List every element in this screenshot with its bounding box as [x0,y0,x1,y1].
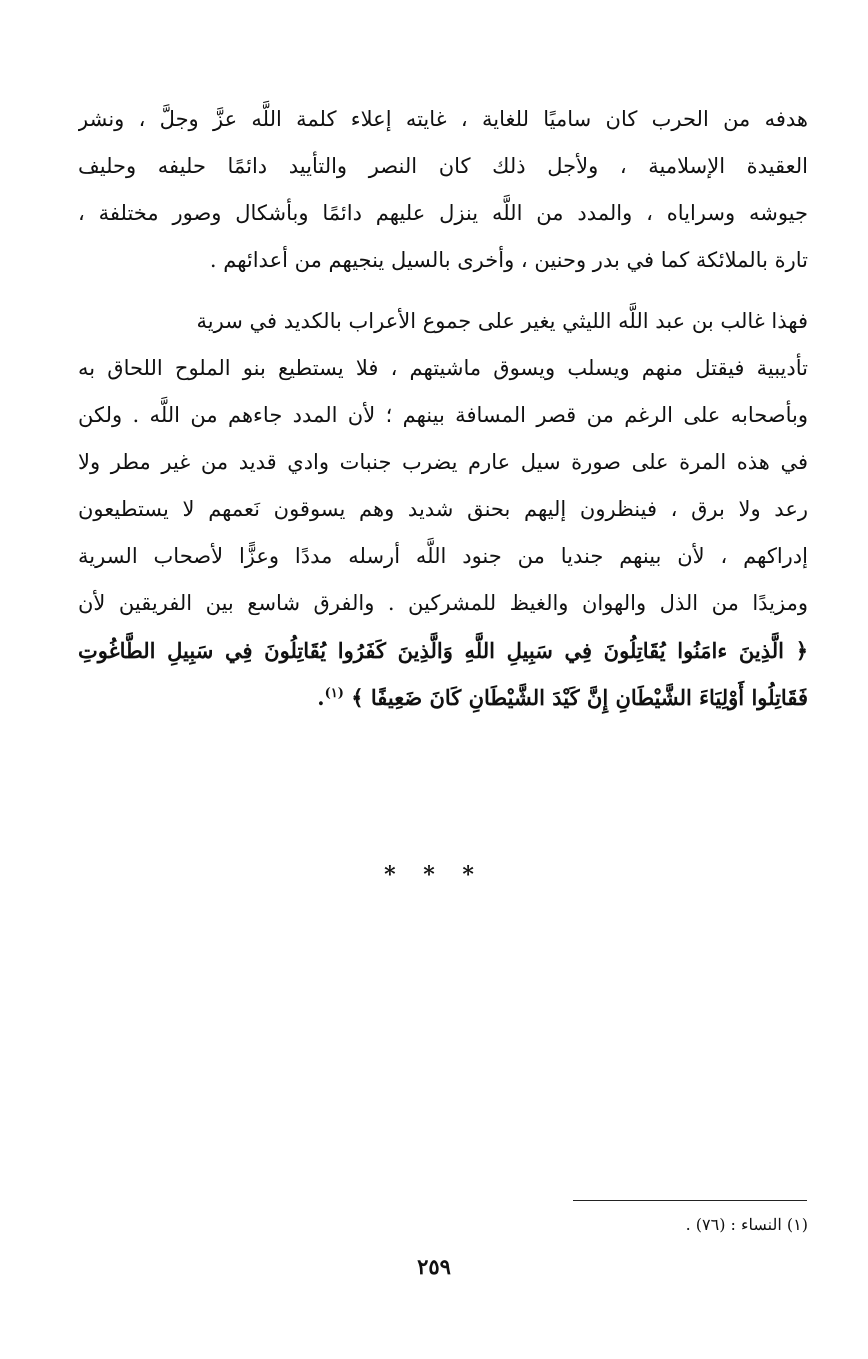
text-line: هدفه من الحرب كان ساميًا للغاية ، غايته إعلاء كلمة اللَّه عزَّ وجلَّ ، ونشر [78,107,808,131]
page-number: ٢٥٩ [417,1254,451,1279]
quran-verse-line: ﴿ الَّذِينَ ءامَنُوا يُقَاتِلُونَ فِي سَبِيلِ اللَّهِ وَالَّذِينَ كَفَرُوا يُقَاتِلُونَ فِي سَبِيلِ الطَّاغُوتِ [78,638,808,663]
quran-verse-text: فَقَاتِلُوا أَوْلِيَاءَ الشَّيْطَانِ إِنَّ كَيْدَ الشَّيْطَانِ كَانَ ضَعِيفًا ﴾ [351,685,808,710]
text-line: رعد ولا برق ، فينظرون إليهم بحنق شديد وهم يسوقون نَعمهم لا يستطيعون [78,497,808,521]
footnote-marker: (١) [324,686,344,701]
text-line: تأديبية فيقتل منهم ويسلب ويسوق ماشيتهم ، فلا يستطيع بنو الملوح اللحاق به [78,356,808,380]
quran-verse-line-end [78,674,808,721]
text-line: جيوشه وسراياه ، والمدد من اللَّه ينزل عليهم دائمًا وبأشكال وصور مختلفة ، [78,201,808,225]
paragraph-2 [78,298,808,721]
text-line: ومزيدًا من الذل والهوان والغيظ للمشركين . والفرق شاسع بين الفريقين لأن [78,591,808,615]
footnote-divider [573,1200,807,1201]
text-line: إدراكهم ، لأن بينهم جنديا من جنود اللَّه أرسله مددًا وعزًّا لأصحاب السرية [78,544,808,568]
section-separator: * * * [384,862,484,888]
footnote: (١) النساء : (٧٦) . [685,1215,808,1234]
text-line: فهذا غالب بن عبد اللَّه الليثي يغير على جموع الأعراب بالكديد في سرية [196,309,808,333]
paragraph-1 [78,96,808,284]
text-line: العقيدة الإسلامية ، ولأجل ذلك كان النصر والتأييد دائمًا حليفه وحليف [78,154,808,178]
text-line: في هذه المرة على صورة سيل عارم يضرب جنبات وادي قديد من غير مطر ولا [78,450,808,474]
text-line: تارة بالملائكة كما في بدر وحنين ، وأخرى بالسيل ينجيهم من أعدائهم . [209,248,808,272]
text-line: وبأصحابه على الرغم من قصر المسافة بينهم ؛ لأن المدد جاءهم من اللَّه . ولكن [78,403,808,427]
sentence-end: . [317,685,325,710]
